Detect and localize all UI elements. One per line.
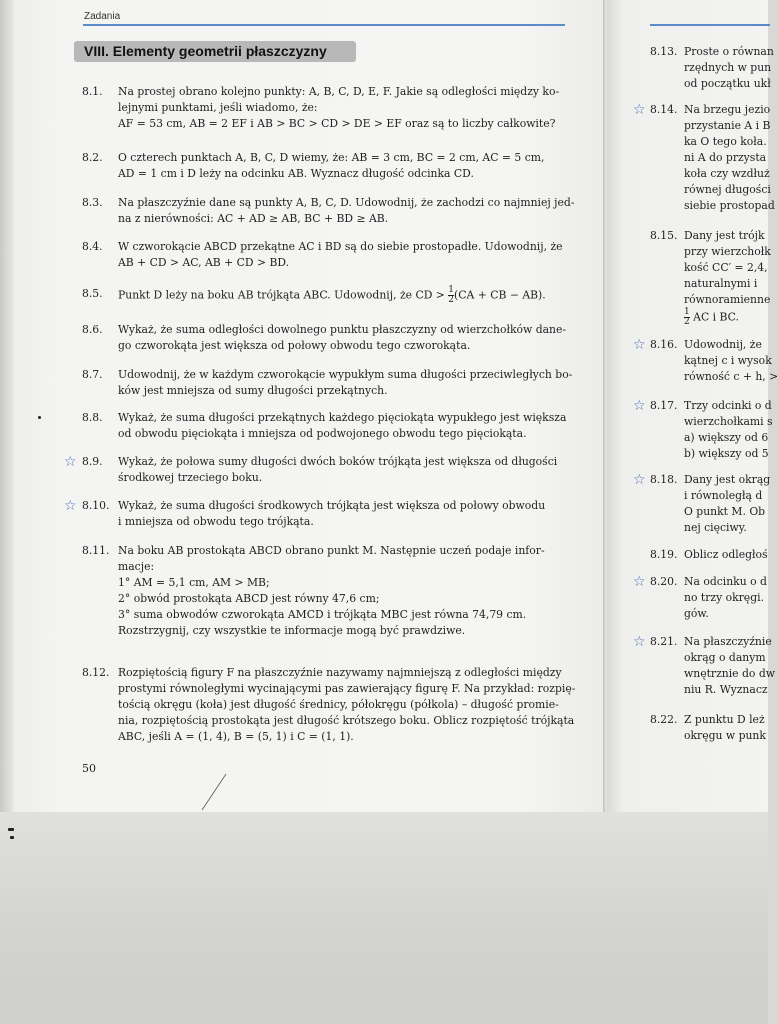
text-line (118, 559, 545, 575)
running-head: Zadania (84, 11, 121, 22)
text-line (684, 712, 766, 728)
line-text: przy wierzchołk (684, 245, 771, 258)
text-line (684, 244, 771, 260)
line-text: Rozstrzygnij, czy wszystkie te informacje mogą być prawdziwe. (118, 624, 466, 637)
exercise-text (684, 398, 773, 462)
exercise-number: 8.3. (82, 196, 103, 209)
line-text: niu R. Wyznacz (684, 683, 768, 696)
star-outline-icon: ☆ (633, 102, 646, 118)
line-text: wierzchołkami s (684, 415, 773, 428)
exercise-number: 8.8. (82, 411, 103, 424)
text-line (684, 728, 766, 744)
exercise-number: 8.18. (650, 473, 678, 486)
text-line (118, 195, 574, 211)
header-rule (83, 24, 565, 26)
exercise-number: 8.19. (650, 548, 678, 561)
text-line (684, 260, 771, 276)
line-text: kość CC′ = 2,4, (684, 261, 768, 274)
text-line (684, 650, 775, 666)
exercise-number: 8.2. (82, 151, 103, 164)
line-text: ni A do przysta (684, 151, 767, 164)
exercise-text (118, 239, 563, 271)
text-line (118, 84, 559, 100)
line-text: okręgu w punk (684, 729, 766, 742)
text-line (684, 634, 775, 650)
line-text: Dany jest trójk (684, 229, 765, 242)
line-text: O czterech punktach A, B, C, D wiemy, że: AB = 3 cm, BC = 2 cm, AC = 5 cm, (118, 151, 545, 164)
exercise-number: 8.20. (650, 575, 678, 588)
line-text: kątnej c i wysok (684, 354, 772, 367)
pen-mark (200, 772, 228, 812)
text-line (118, 729, 575, 745)
line-text: Oblicz odległoś (684, 548, 768, 561)
text-line (118, 426, 566, 442)
exercise-number: 8.7. (82, 368, 103, 381)
line-text: gów. (684, 607, 709, 620)
text-line (118, 239, 563, 255)
exercise-text (118, 322, 566, 354)
exercise-number: 8.1. (82, 85, 103, 98)
line-text: i równoległą d (684, 489, 763, 502)
line-text: prostymi równoległymi wycinającymi pas zawierający figurę F. Na przykład: rozpię- (118, 682, 576, 695)
line-text: środkowej trzeciego boku. (118, 471, 263, 484)
line-text: Punkt D leży na boku AB trójkąta ABC. Udowodnij, że CD > (118, 288, 449, 302)
line-text: Udowodnij, że (684, 338, 762, 351)
text-line (118, 338, 566, 354)
exercise-text (684, 228, 771, 327)
text-line (118, 470, 557, 486)
text-line (684, 472, 770, 488)
line-text: od początku ukł (684, 77, 771, 90)
line-text: ka O tego koła. (684, 135, 767, 148)
page-edge-shadow (0, 0, 14, 812)
line-text: AB + CD > AC, AB + CD > BD. (118, 256, 290, 269)
line-text: Proste o równan (684, 45, 774, 58)
line-text: od obwodu pięciokąta i mniejsza od podwojonego obwodu tego pięciokąta. (118, 427, 527, 440)
text-line (684, 547, 768, 563)
text-line (684, 337, 778, 353)
text-line (684, 574, 767, 590)
line-text: Rozpiętością figury F na płaszczyźnie nazywamy najmniejszą z odległości między (118, 666, 562, 679)
line-text: ków jest mniejsza od sumy długości przekątnych. (118, 384, 388, 397)
star-outline-icon: ☆ (64, 498, 77, 514)
text-line (118, 607, 545, 623)
star-outline-icon: ☆ (633, 472, 646, 488)
text-line (118, 286, 546, 305)
dust-mark (8, 828, 14, 831)
line-text: koła czy wzdłuż (684, 167, 770, 180)
dust-mark (10, 836, 14, 839)
text-line (118, 383, 572, 399)
text-line (684, 182, 775, 198)
line-text: równość c + h, > (684, 370, 778, 383)
line-text: Na prostej obrano kolejno punkty: A, B, C, D, E, F. Jakie są odległości między ko- (118, 85, 560, 98)
text-line (684, 102, 775, 118)
line-text: 2° obwód prostokąta ABCD jest równy 47,6 cm; (118, 592, 380, 605)
text-line (118, 713, 575, 729)
text-line (118, 100, 559, 116)
line-text: Na brzegu jezio (684, 103, 771, 116)
text-line (118, 514, 545, 530)
fraction-numerator: 1 (448, 285, 455, 295)
exercise-number: 8.4. (82, 240, 103, 253)
line-text: siebie prostopad (684, 199, 775, 212)
star-outline-icon: ☆ (633, 337, 646, 353)
line-text: no trzy okręgi. (684, 591, 764, 604)
text-line (684, 504, 770, 520)
line-text: naturalnymi i (684, 277, 758, 290)
exercise-text (684, 472, 770, 536)
exercise-number: 8.15. (650, 229, 678, 242)
star-outline-icon: ☆ (64, 454, 77, 470)
text-line (118, 665, 575, 681)
text-line (684, 666, 775, 682)
right-page-content (607, 0, 778, 812)
text-line (684, 398, 773, 414)
line-text: Na płaszczyźnie (684, 635, 772, 648)
text-line (118, 697, 575, 713)
exercise-text (118, 150, 544, 182)
text-line (684, 520, 770, 536)
line-text: Wykaż, że suma długości przekątnych każdego pięciokąta wypukłego jest większa (118, 411, 567, 424)
exercise-text (118, 665, 575, 745)
line-text: Na boku AB prostokąta ABCD obrano punkt M. Następnie uczeń podaje infor- (118, 544, 545, 557)
text-line (118, 166, 544, 182)
line-text: równoramienne (684, 293, 771, 306)
text-line (684, 228, 771, 244)
line-text: Dany jest okrąg (684, 473, 771, 486)
text-line (684, 76, 774, 92)
star-outline-icon: ☆ (633, 574, 646, 590)
line-text: b) większy od 5 (684, 447, 769, 460)
exercise-text (684, 634, 775, 698)
text-line (118, 322, 566, 338)
dust-mark (38, 416, 41, 419)
text-line (118, 623, 545, 639)
text-line (118, 150, 544, 166)
text-line (118, 543, 545, 559)
line-text: Udowodnij, że w każdym czworokącie wypukłym suma długości przeciwległych bo- (118, 368, 573, 381)
line-text: Trzy odcinki o d (684, 399, 772, 412)
line-text: Na płaszczyźnie dane są punkty A, B, C, D. Udowodnij, że zachodzi co najmniej jed- (118, 196, 575, 209)
line-text: a) większy od 6 (684, 431, 769, 444)
text-line (118, 410, 566, 426)
star-outline-icon: ☆ (633, 634, 646, 650)
text-line (684, 414, 773, 430)
exercise-number: 8.17. (650, 399, 678, 412)
text-line (684, 369, 778, 385)
line-text: i mniejsza od obwodu tego trójkąta. (118, 515, 314, 528)
text-line (684, 308, 771, 327)
text-line (684, 590, 767, 606)
exercise-number: 8.11. (82, 544, 110, 557)
text-line (118, 575, 545, 591)
fraction-denominator: 2 (448, 295, 455, 305)
exercise-text (684, 574, 767, 622)
scanner-background (0, 812, 768, 1024)
text-line (684, 276, 771, 292)
text-line (684, 166, 775, 182)
line-text: 3° suma obwodów czworokąta AMCD i trójkąta MBC jest równa 74,79 cm. (118, 608, 527, 621)
text-line (684, 150, 775, 166)
line-text: wnętrznie do dw (684, 667, 775, 680)
text-line (684, 44, 774, 60)
text-line (684, 606, 767, 622)
line-text: Wykaż, że suma długości środkowych trójkąta jest większa od połowy obwodu (118, 499, 546, 512)
exercise-text (684, 337, 778, 385)
exercise-number: 8.9. (82, 455, 103, 468)
text-line (118, 367, 572, 383)
exercise-text (118, 195, 574, 227)
exercise-text (118, 84, 559, 132)
line-text: Z punktu D leż (684, 713, 765, 726)
exercise-number: 8.13. (650, 45, 678, 58)
line-text: przystanie A i B (684, 119, 771, 132)
text-line (684, 292, 771, 308)
text-line (684, 488, 770, 504)
fraction-denominator: 2 (684, 317, 690, 327)
line-text: O punkt M. Ob (684, 505, 766, 518)
exercise-text (684, 712, 766, 744)
exercise-number: 8.21. (650, 635, 678, 648)
exercise-text (118, 410, 566, 442)
exercise-text (118, 498, 545, 530)
text-line (684, 430, 773, 446)
line-text: nej cięciwy. (684, 521, 747, 534)
line-text: lejnymi punktami, jeśli wiadomo, że: (118, 101, 318, 114)
star-outline-icon: ☆ (633, 398, 646, 414)
text-line (684, 446, 773, 462)
line-text: AF = 53 cm, AB = 2 EF i AB > BC > CD > DE > EF oraz są to liczby całkowite? (118, 117, 556, 130)
text-line (118, 255, 563, 271)
line-text-after-fraction: AC i BC. (689, 310, 739, 324)
line-text: Wykaż, że suma odległości dowolnego punktu płaszczyzny od wierzchołków dane- (118, 323, 567, 336)
line-text-after-fraction: (CA + CB − AB). (454, 288, 546, 302)
line-text: ABC, jeśli A = (1, 4), B = (5, 1) i C = (1, 1). (118, 730, 354, 743)
line-text: Wykaż, że połowa sumy długości dwóch boków trójkąta jest większa od długości (118, 455, 558, 468)
exercise-text (684, 102, 775, 214)
exercise-number: 8.10. (82, 499, 110, 512)
exercise-text (118, 367, 572, 399)
text-line (118, 454, 557, 470)
text-line (684, 60, 774, 76)
exercise-number: 8.6. (82, 323, 103, 336)
line-text: tością okręgu (koła) jest długość średnicy, półokręgu (półkola) – długość promie- (118, 698, 559, 711)
line-text: równej długości (684, 183, 771, 196)
exercise-number: 8.22. (650, 713, 678, 726)
line-text: na z nierówności: AC + AD ≥ AB, BC + BD ≥ AB. (118, 212, 389, 225)
line-text: go czworokąta jest większa od połowy obwodu tego czworokąta. (118, 339, 471, 352)
exercise-number: 8.12. (82, 666, 110, 679)
exercise-number: 8.5. (82, 287, 103, 300)
chapter-title: VIII. Elementy geometrii płaszczyzny (74, 41, 356, 62)
exercise-number: 8.16. (650, 338, 678, 351)
exercise-text (118, 286, 546, 305)
text-line (118, 116, 559, 132)
text-line (118, 591, 545, 607)
text-line (118, 681, 575, 697)
text-line (684, 353, 778, 369)
exercise-text (118, 454, 557, 486)
line-text: W czworokącie ABCD przekątne AC i BD są do siebie prostopadłe. Udowodnij, że (118, 240, 563, 253)
exercise-text (118, 543, 545, 639)
text-line (684, 134, 775, 150)
line-text: 1° AM = 5,1 cm, AM > MB; (118, 576, 270, 589)
page-number: 50 (82, 762, 96, 775)
fraction-numerator: 1 (684, 307, 690, 317)
line-text: rzędnych w pun (684, 61, 772, 74)
exercise-text (684, 547, 768, 563)
exercise-text (684, 44, 774, 92)
text-line (118, 211, 574, 227)
exercise-number: 8.14. (650, 103, 678, 116)
line-text: macje: (118, 560, 155, 573)
line-text: okrąg o danym (684, 651, 766, 664)
line-text: AD = 1 cm i D leży na odcinku AB. Wyznacz długość odcinka CD. (118, 167, 474, 180)
text-line (684, 118, 775, 134)
text-line (684, 198, 775, 214)
text-line (118, 498, 545, 514)
line-text: Na odcinku o d (684, 575, 767, 588)
text-line (684, 682, 775, 698)
line-text: nia, rozpiętością prostokąta jest długość krótszego boku. Oblicz rozpiętość trójkąta (118, 714, 575, 727)
